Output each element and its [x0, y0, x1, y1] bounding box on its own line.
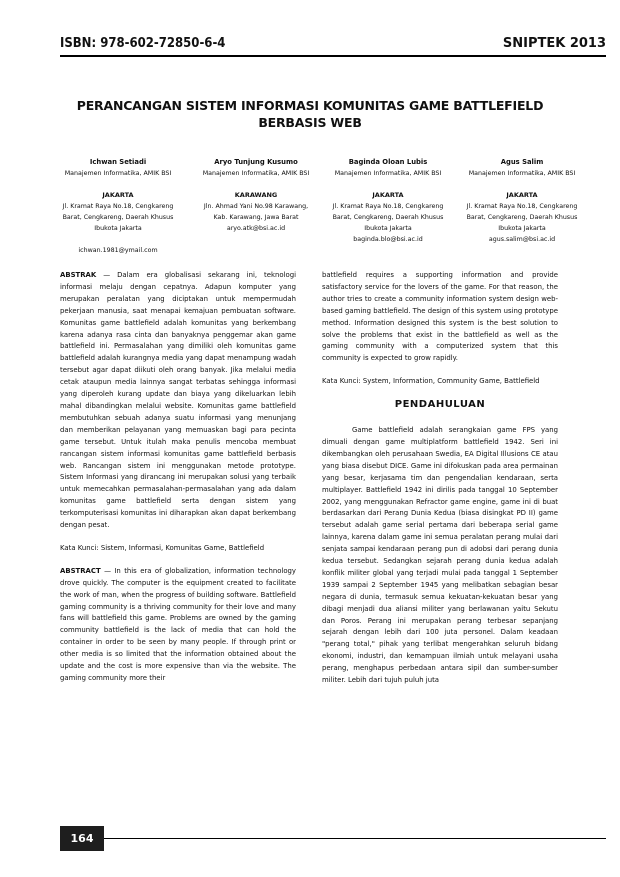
- paper-title: [60, 97, 560, 131]
- section-heading: PENDAHULUAN: [394, 399, 486, 411]
- abstrak-text: — Dalam era globalisasi sekarang ini, teknologi informasi melaju dengan cepatnya. Adapun komputer yang merupakan peralatan yang diciptakan untuk mempermudah pekerjaan manusia, saat menapai kemajuan pembuatan software. Komunitas game battlefield adalah komunitas yang berkembang karena adanya rasa cinta dan banyaknya penggemar akan game battlefield ini. Permasalahan yang dimiliki oleh komunitas game battlefield adalah kurangnya media yang dapat menampung wadah tersebut agar dapat diikuti oleh orang banyak. Jika melalui media cetak ataupun media lainnya sangat terbatas sehingga informasi yang diperoleh kurang update dan biaya yang dikeluarkan lebih mahal dibandingkan melalui website. Komunitas game battlefield membutuhkan sebuah adanya suatu informasi yang menunjang dan memberikan pelayanan yang memuaskan bagi para pecinta game tersebut. Untuk itulah maka penulis mencoba membuat rancangan sistem informasi komunitas game battlefield berbasis web. Rancangan sistem ini menggunakan metode prototype. Sistem Informasi yang dirancang ini merupakan solusi yang terbaik untuk memecahkan permasalahan-permasalahan yang ada dalam komunitas game battlefield serta dengan sistem yang terkomputerisasi komunitas ini diharapkan akan dapat berkembang dengan pesat.: [60, 271, 296, 530]
- author-email: baginda.blo@bsi.ac.id: [353, 236, 423, 243]
- keywords-paragraph: [322, 376, 558, 388]
- kata-kunci-text: Sistem, Informasi, Komunitas Game, Battlefield: [100, 543, 265, 552]
- keywords-text: System, Information, Community Game, Battlefield: [362, 377, 540, 386]
- abstract-continuation: battlefield requires a supporting information and provide satisfactory service for the lovers of the game. For that reason, the author tries to create a community information system design web-based gaming battlefield. The design of this system using prototype method. Information designed this system is the best solution to solve the problems that exist in the battlefield as well as the gaming community with a computerized system that this community is expected to grow rapidly.: [322, 271, 558, 363]
- abstract-label: ABSTRACT: [60, 566, 101, 575]
- page-header: [60, 36, 606, 58]
- title-line-1: PERANCANGAN SISTEM INFORMASI KOMUNITAS GAME BATTLEFIELD: [76, 98, 544, 113]
- author-dept: Manajemen Informatika, AMIK BSI: [202, 170, 310, 177]
- author-3: [320, 157, 456, 245]
- author-name: Aryo Tunjung Kusumo: [214, 158, 298, 166]
- author-name: Baginda Oloan Lubis: [348, 158, 428, 166]
- author-city: JAKARTA: [506, 191, 538, 199]
- author-city: JAKARTA: [372, 191, 404, 199]
- author-address-1: Jl. Kramat Raya No.18, Cengkareng: [62, 203, 174, 210]
- abstract-paragraph: [60, 566, 296, 685]
- author-address-3: Ibukota Jakarta: [498, 225, 546, 232]
- author-email: ichwan.1981@ymail.com: [78, 247, 158, 254]
- author-name: Ichwan Setiadi: [89, 158, 147, 166]
- author-4: [454, 157, 590, 245]
- author-address-2: Barat, Cengkareng, Daerah Khusus: [332, 214, 444, 221]
- footer-rule: [60, 838, 606, 839]
- author-2: [188, 157, 324, 234]
- abstrak-label: ABSTRAK: [60, 271, 97, 279]
- author-name: Agus Salim: [500, 158, 544, 166]
- page-number: 164: [60, 826, 104, 851]
- abstract-text: — In this era of globalization, information technology drove quickly. The computer is the equipment created to facilitate the work of man, when the progress of building software. Battlefield gaming community is a thriving community for their love and many fans will battlefield this game. Problems are owned by the gaming community battlefield is the lack of media that can hold the container in order to be seen by many people. If through print or other media is so limited that the information obtained about the update and the cost is more expensive than via the website. The gaming community more their: [60, 566, 296, 682]
- left-column: [60, 270, 296, 696]
- header-rule: [60, 55, 606, 57]
- author-email: agus.salim@bsi.ac.id: [488, 236, 556, 243]
- author-dept: Manajemen Informatika, AMIK BSI: [468, 170, 576, 177]
- author-address-3: Ibukota Jakarta: [364, 225, 412, 232]
- conference-label: SNIPTEK 2013: [502, 36, 606, 51]
- author-city: JAKARTA: [102, 191, 134, 199]
- author-email: aryo.atk@bsi.ac.id: [226, 225, 286, 232]
- author-dept: Manajemen Informatika, AMIK BSI: [334, 170, 442, 177]
- author-address-2: Barat, Cengkareng, Daerah Khusus: [466, 214, 578, 221]
- author-1: [50, 157, 186, 256]
- kata-kunci-paragraph: [60, 543, 296, 555]
- keywords-label: Kata Kunci:: [322, 377, 361, 386]
- author-city: KARAWANG: [234, 191, 278, 199]
- author-address-1: Jl. Kramat Raya No.18, Cengkareng: [332, 203, 444, 210]
- abstrak-paragraph: [60, 270, 296, 532]
- author-address-3: Ibukota Jakarta: [94, 225, 142, 232]
- author-address-2: Barat, Cengkareng, Daerah Khusus: [62, 214, 174, 221]
- title-line-2: BERBASIS WEB: [258, 115, 362, 130]
- kata-kunci-label: Kata Kunci:: [60, 543, 99, 552]
- isbn-label: ISBN: 978-602-72850-6-4: [60, 36, 226, 51]
- author-address-1: Jl. Kramat Raya No.18, Cengkareng: [466, 203, 578, 210]
- author-address-1: Jln. Ahmad Yani No.98 Karawang,: [203, 203, 309, 210]
- author-address-2: Kab. Karawang, Jawa Barat: [213, 214, 299, 221]
- intro-paragraph: Game battlefield adalah serangkaian game FPS yang dimuali dengan game multiplatform battlefield 1942. Seri ini dikembangkan oleh perusahaan Swedia, EA Digital Illusions CE atau yang biasa disebut DICE. Game ini difokuskan pada area permainan yang besar, kerjasama tim dan pengendalian kendaraan, serta multiplayer. Battlefield 1942 ini dirilis pada tanggal 10 September 2002, yang menggunakan Refractor game engine, game ini di buat berdasarkan dari Perang Dunia Kedua (biasa disingkat PD II) game tersebut adalah game serial pertama dari beberapa serial game lainnya, karena dalam game ini semua peralatan perang mulai dari senjata sampai kendaraan perang pun di adobsi dari perang dunia kedua tersebut. Sedangkan sejarah perang dunia kedua adalah konflik militer global yang terjadi mulai pada tanggal 1 September 1939 sampai 2 September 1945 yang melibatkan sebagian besar negara di dunia, termasuk semua kekuatan-kekuatan besar yang dibagi menjadi dua aliansi militer yang berlawanan yaitu Sekutu dan Poros. Perang ini merupakan perang terbesar sepanjang sejarah dengan lebih dari 100 juta personel. Dalam keadaan "perang total," pihak yang terlibat mengerahkan seluruh bidang ekonomi, industri, dan kemampuan ilmiah untuk melayani usaha perang, menghapus perbedaan antara sipil dan sumber-sumber militer. Lebih dari tujuh puluh juta: [322, 426, 558, 685]
- right-column: [322, 270, 558, 698]
- author-dept: Manajemen Informatika, AMIK BSI: [64, 170, 172, 177]
